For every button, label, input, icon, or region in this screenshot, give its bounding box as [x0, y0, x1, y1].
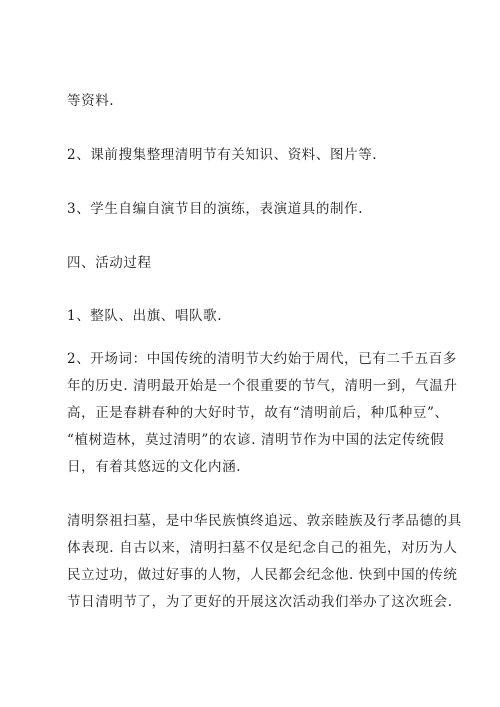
text-line: 等资料. [67, 93, 115, 109]
text-line: 清明祭祖扫墓，是中华民族慎终追远、敦亲睦族及行孝品德的具 [67, 513, 462, 529]
text-line: 年的历史. 清明最开始是一个很重要的节气，清明一到，气温升 [67, 378, 458, 394]
paragraph-tomb-sweeping [67, 508, 462, 616]
text-line: “植树造林，莫过清明”的农谚. 清明节作为中国的法定传统假 [67, 432, 445, 448]
paragraph-collect-materials [67, 142, 437, 169]
text-line: 2、开场词：中国传统的清明节大约始于周代，已有二千五百多 [67, 351, 457, 367]
text-line: 高，正是春耕春种的大好时节，故有“清明前后，种瓜种豆”、 [67, 405, 449, 421]
text-line: 1、整队、出旗、唱队歌. [67, 308, 223, 324]
paragraph-opening-remarks [67, 346, 458, 481]
paragraph-rehearsal [67, 196, 437, 223]
section-heading-activity-process [67, 250, 437, 277]
text-line: 3、学生自编自演节目的演练，表演道具的制作. [67, 201, 364, 217]
text-line: 民立过功，做过好事的人物，人民都会纪念他. 快到中国的传统 [67, 567, 458, 583]
text-line: 体表现. 自古以来，清明扫墓不仅是纪念自己的祖先，对历为人 [67, 540, 458, 556]
paragraph-materials-continuation [67, 88, 437, 115]
text-line: 四、活动过程 [67, 255, 152, 271]
text-line: 节日清明节了，为了更好的开展这次活动我们举办了这次班会. [67, 594, 453, 610]
text-line: 2、课前搜集整理清明节有关知识、资料、图片等. [67, 147, 378, 163]
text-line: 日，有着其悠远的文化内涵. [67, 459, 242, 475]
paragraph-assembly [67, 303, 437, 330]
